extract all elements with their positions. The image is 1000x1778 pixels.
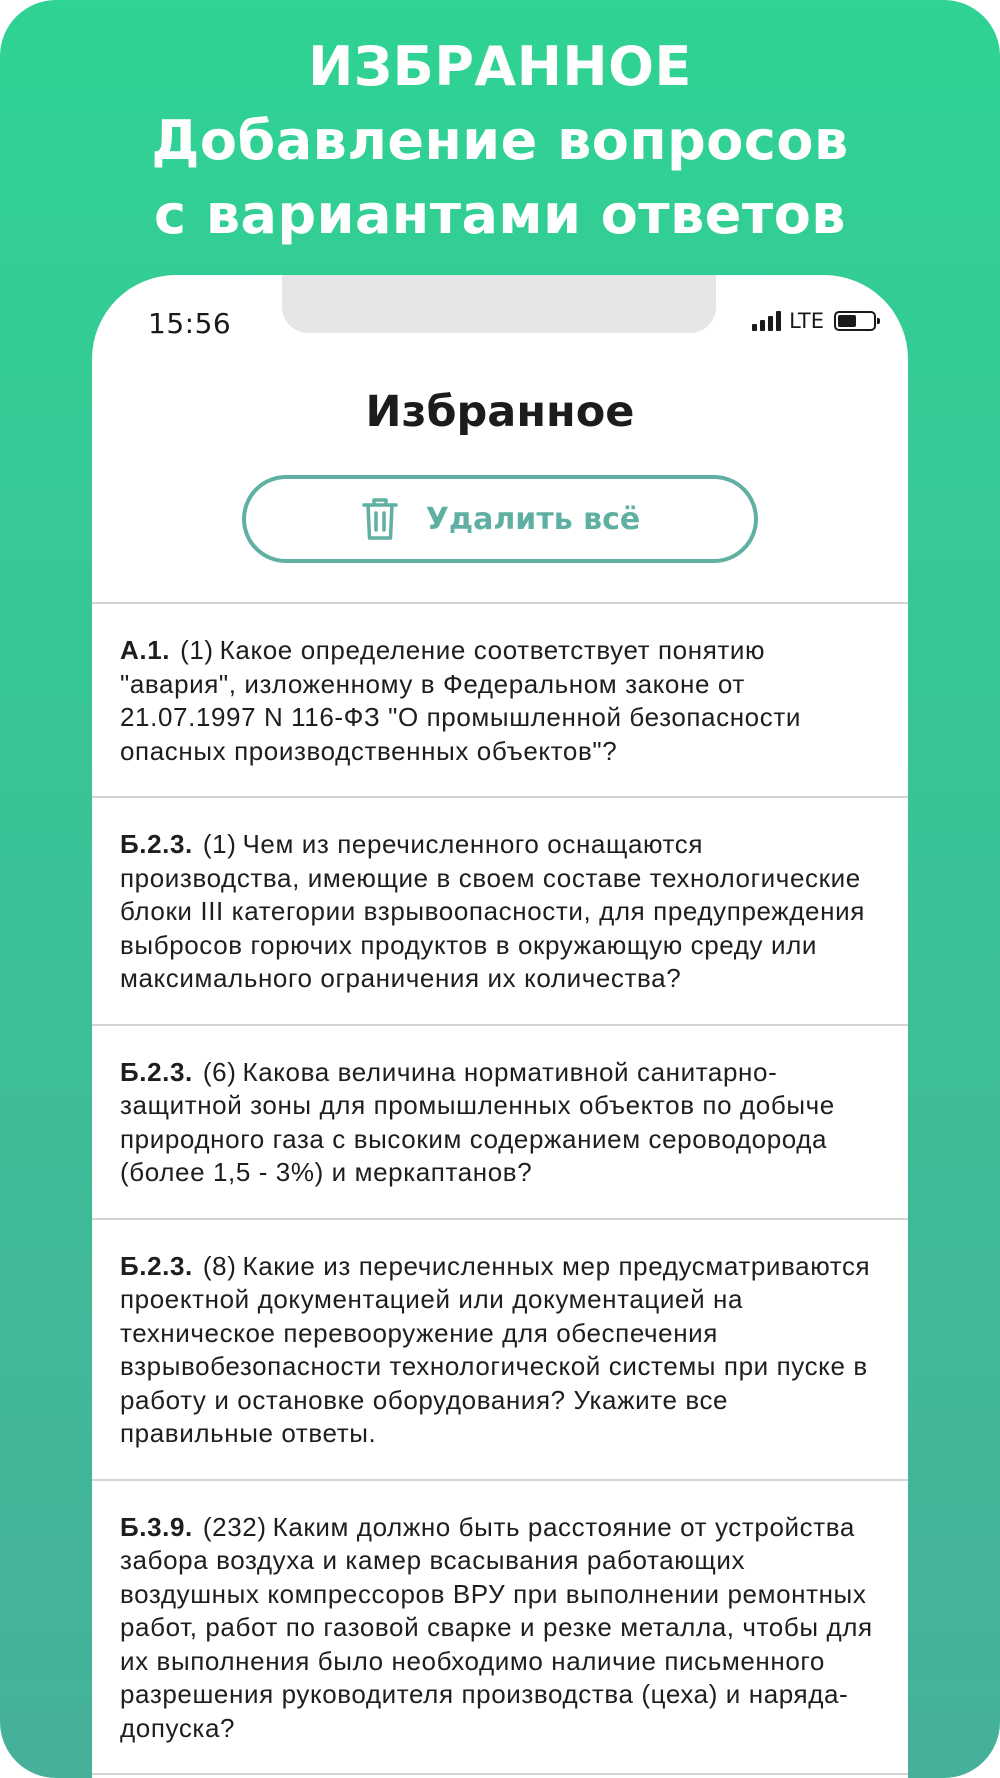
list-item[interactable] (92, 798, 908, 1026)
question-number: (232) (202, 1511, 267, 1542)
question-code: Б.3.9. (120, 1511, 193, 1542)
network-type-label: LTE (789, 309, 824, 333)
promo-headline-line-3: с вариантами ответов (154, 183, 846, 246)
favorites-list (92, 602, 908, 1775)
status-bar-time: 15:56 (148, 307, 232, 340)
signal-strength-icon (752, 311, 781, 331)
phone-notch (282, 275, 716, 333)
page-title: Избранное (365, 387, 635, 437)
question-number: (8) (202, 1250, 237, 1281)
question-number: (6) (202, 1056, 237, 1087)
question-number: (1) (202, 829, 237, 859)
phone-screen (92, 275, 908, 1778)
question-number: (1) (180, 635, 214, 665)
list-item[interactable] (92, 1481, 908, 1776)
question-code: А.1. (120, 635, 171, 665)
delete-all-button[interactable] (242, 475, 758, 563)
question-text: Каким должно быть расстояние от устройства забора воздуха и камер всасывания работающих воздушных компрессоров ВРУ при выполнении ремонтных работ, работ по газовой сварке и резке металла, чтобы для их выполнения было необходимо наличие письменного разрешения руководителя производства (цеха) и наряда-допуска? (120, 1511, 873, 1743)
question-text: Какие из перечисленных мер предусматриваются проектной документацией или документацией на техническое перевооружение для обеспечения взрывобезопасности технологической системы при пуске в работу и остановке оборудования? Укажите все правильные ответы. (120, 1250, 871, 1448)
question-code: Б.2.3. (120, 1056, 193, 1087)
promo-headline (0, 30, 1000, 252)
question-code: Б.2.3. (120, 1250, 193, 1281)
trash-icon (360, 496, 400, 542)
status-bar-indicators (752, 309, 876, 333)
question-text: Какое определение соответствует понятию "авария", изложенному в Федеральном законе от 21.07.1997 N 116-ФЗ "О промышленной безопасности опасных производственных объектов"? (120, 635, 801, 766)
question-text: Чем из перечисленного оснащаются производства, имеющие в своем составе технологические блоки III категории взрывоопасности, для предупреждения выбросов горючих продуктов в окружающую среду или максимального ограничения их количества? (120, 829, 865, 993)
delete-all-label: Удалить всё (425, 501, 641, 537)
promo-headline-line-1: ИЗБРАННОЕ (308, 35, 692, 98)
list-item[interactable] (92, 604, 908, 798)
question-code: Б.2.3. (120, 829, 193, 859)
promo-headline-line-2: Добавление вопросов (151, 109, 849, 172)
question-text: Какова величина нормативной санитарно-защитной зоны для промышленных объектов по добыче природного газа с высоким содержанием сероводорода (более 1,5 - 3%) и меркаптанов? (120, 1056, 835, 1187)
list-item[interactable] (92, 1220, 908, 1481)
list-item[interactable] (92, 1026, 908, 1220)
battery-icon (834, 311, 876, 331)
